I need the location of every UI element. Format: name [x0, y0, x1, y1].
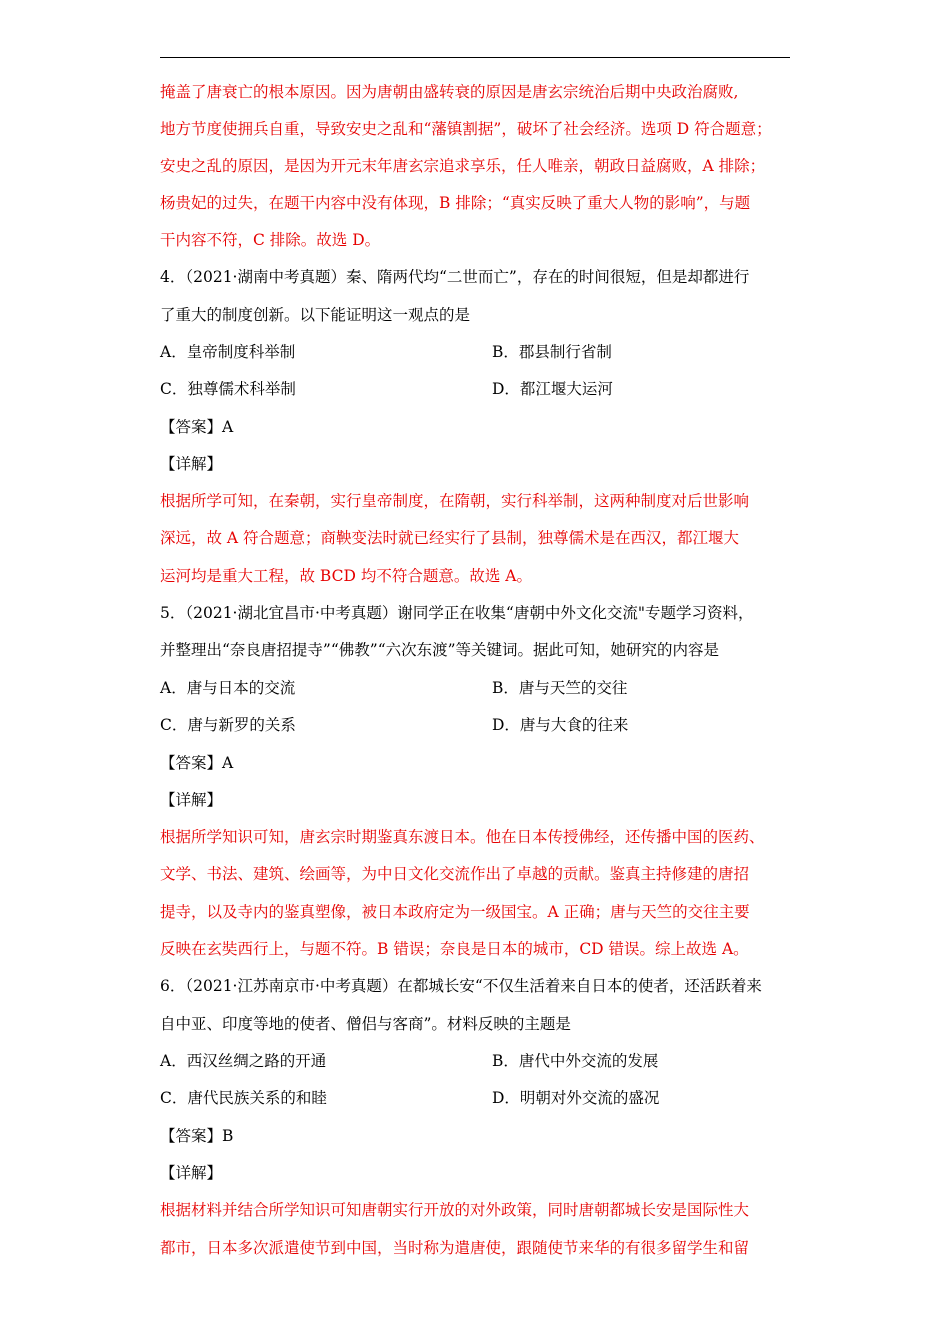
q5-explanation-line-3: 提寺，以及寺内的鉴真塑像，被日本政府定为一级国宝。A 正确；唐与天竺的交往主要	[160, 903, 750, 921]
q4-option-b: B．郡县制行省制	[492, 343, 612, 361]
q4-stem-line-2: 了重大的制度创新。以下能证明这一观点的是	[160, 306, 471, 324]
q4-explanation-line-3: 运河均是重大工程，故 BCD 均不符合题意。故选 A。	[160, 567, 532, 585]
q5-explanation-line-1: 根据所学知识可知，唐玄宗时期鉴真东渡日本。他在日本传授佛经，还传播中国的医药、	[160, 828, 765, 846]
q4-stem-line-1: 4．（2021·湖南中考真题）秦、隋两代均“二世而亡”，存在的时间很短，但是却都进行	[160, 268, 750, 286]
q3-explanation-line-4: 杨贵妃的过失，在题干内容中没有体现，B 排除；“真实反映了重大人物的影响”，与题	[160, 194, 751, 212]
q6-option-c: C．唐代民族关系的和睦	[160, 1089, 327, 1107]
q3-explanation-line-2: 地方节度使拥兵自重，导致安史之乱和“藩镇割据”，破坏了社会经济。选项 D 符合题意；	[160, 120, 772, 138]
q4-option-d: D．都江堰大运河	[492, 380, 613, 398]
q4-option-a: A．皇帝制度科举制	[160, 343, 296, 361]
q6-answer: 【答案】B	[160, 1127, 234, 1145]
q4-detail-label: 【详解】	[160, 455, 223, 473]
q6-detail-label: 【详解】	[160, 1164, 223, 1182]
q5-explanation-line-2: 文学、书法、建筑、绘画等，为中日文化交流作出了卓越的贡献。鉴真主持修建的唐招	[160, 865, 750, 883]
header-rule	[160, 57, 790, 58]
q5-explanation-line-4: 反映在玄奘西行上，与题不符。B 错误；奈良是日本的城市，CD 错误。综上故选 A。	[160, 940, 749, 958]
q5-option-c: C．唐与新罗的关系	[160, 716, 296, 734]
q5-detail-label: 【详解】	[160, 791, 223, 809]
q3-explanation-line-1: 掩盖了唐衰亡的根本原因。因为唐朝由盛转衰的原因是唐玄宗统治后期中央政治腐败,	[160, 83, 739, 101]
q6-explanation-line-1: 根据材料并结合所学知识可知唐朝实行开放的对外政策，同时唐朝都城长安是国际性大	[160, 1201, 750, 1219]
q5-answer: 【答案】A	[160, 754, 234, 772]
q5-option-b: B．唐与天竺的交往	[492, 679, 628, 697]
q6-stem-line-2: 自中亚、印度等地的使者、僧侣与客商”。材料反映的主题是	[160, 1015, 571, 1033]
q6-stem-line-1: 6．（2021·江苏南京市·中考真题）在都城长安“不仅生活着来自日本的使者，还活跃着来	[160, 977, 762, 995]
q4-answer: 【答案】A	[160, 418, 234, 436]
q5-stem-line-2: 并整理出“奈良唐招提寺”“佛教”“六次东渡”等关键词。据此可知，她研究的内容是	[160, 641, 720, 659]
q6-explanation-line-2: 都市，日本多次派遣使节到中国，当时称为遣唐使，跟随使节来华的有很多留学生和留	[160, 1239, 750, 1257]
q5-option-a: A．唐与日本的交流	[160, 679, 296, 697]
q3-explanation-line-3: 安史之乱的原因，是因为开元末年唐玄宗追求享乐，任人唯亲，朝政日益腐败，A 排除；	[160, 157, 766, 175]
q6-option-b: B．唐代中外交流的发展	[492, 1052, 659, 1070]
q5-stem-line-1: 5．（2021·湖北宜昌市·中考真题）谢同学正在收集“唐朝中外文化交流"专题学习资料，	[160, 604, 754, 622]
q4-explanation-line-2: 深远，故 A 符合题意；商鞅变法时就已经实行了县制，独尊儒术是在西汉，都江堰大	[160, 529, 740, 547]
q6-option-d: D．明朝对外交流的盛况	[492, 1089, 660, 1107]
q3-explanation-line-5: 干内容不符，C 排除。故选 D。	[160, 231, 381, 249]
q6-option-a: A．西汉丝绸之路的开通	[160, 1052, 327, 1070]
q5-option-d: D．唐与大食的往来	[492, 716, 629, 734]
q4-explanation-line-1: 根据所学可知，在秦朝，实行皇帝制度，在隋朝，实行科举制，这两种制度对后世影响	[160, 492, 750, 510]
q4-option-c: C．独尊儒术科举制	[160, 380, 296, 398]
